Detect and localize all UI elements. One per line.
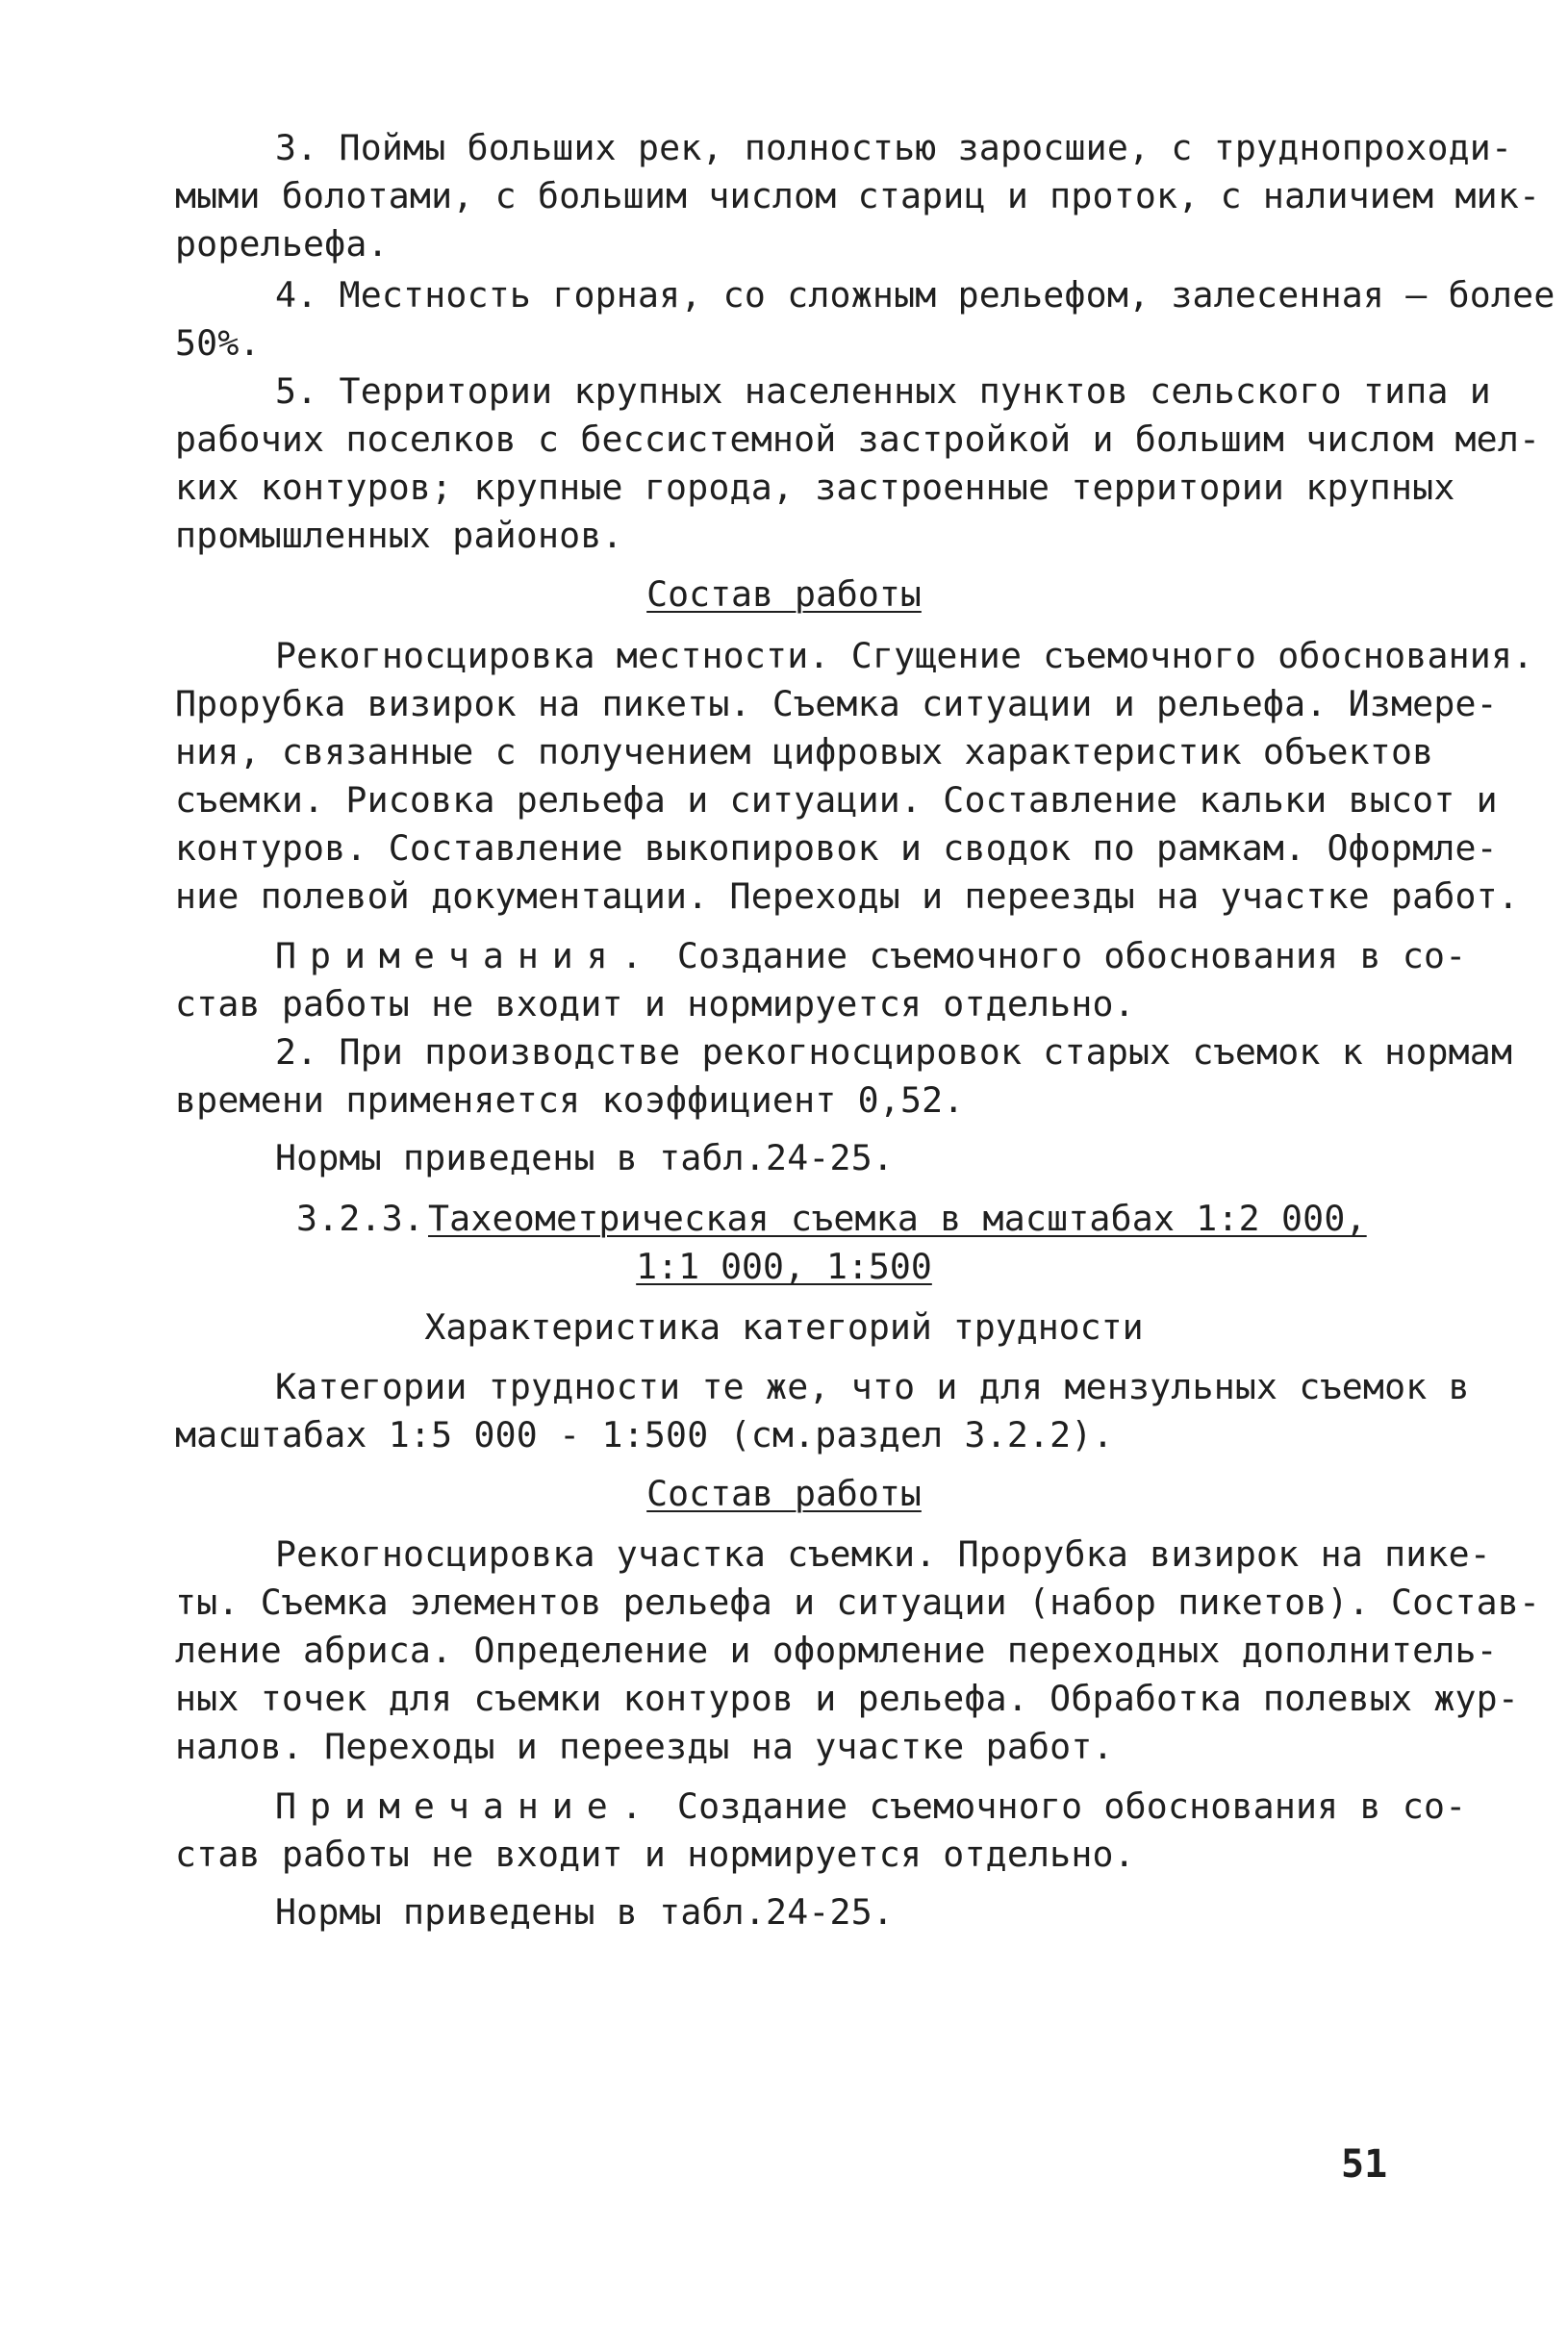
notes-1-item-2-line-2: времени применяется коэффициент 0,52. — [175, 1079, 965, 1121]
section-title-line-2: 1:1 000, 1:500 — [636, 1246, 932, 1287]
notes-1-item-2-line-1: 2. При производстве рекогносцировок старых съемок к нормам — [275, 1031, 1513, 1073]
work-1-line-2: Прорубка визирок на пикеты. Съемка ситуации и рельефа. Измере- — [175, 683, 1498, 724]
page-number: 51 — [1341, 2142, 1388, 2187]
para-4-line-1: 4. Местность горная, со сложным рельефом, залесенная – более — [275, 274, 1555, 316]
notes-1-line-1 — [275, 935, 1466, 977]
para-3-line-2: мыми болотами, с большим числом стариц и проток, с наличием мик- — [175, 175, 1541, 216]
work-1-line-5: контуров. Составление выкопировок и сводок по рамкам. Оформле- — [175, 827, 1498, 869]
work-2-line-3: ление абриса. Определение и оформление переходных дополнитель- — [175, 1630, 1498, 1671]
work-2-line-2: ты. Съемка элементов рельефа и ситуации (набор пикетов). Состав- — [175, 1582, 1541, 1623]
notes-2-line-2: став работы не входит и нормируется отдельно. — [175, 1834, 1135, 1875]
para-5-line-2: рабочих поселков с бессистемной застройкой и большим числом мел- — [175, 418, 1541, 460]
para-3-line-3: рорельефа. — [175, 223, 389, 265]
section-number: 3.2.3. — [296, 1198, 425, 1239]
work-1-line-3: ния, связанные с получением цифровых характеристик объектов — [175, 731, 1434, 772]
notes-1-line-2: став работы не входит и нормируется отдельно. — [175, 983, 1135, 1025]
difficulty-categories-heading: Характеристика категорий трудности — [424, 1306, 1144, 1348]
work-1-line-4: съемки. Рисовка рельефа и ситуации. Составление кальки высот и — [175, 779, 1498, 821]
work-2-line-1: Рекогносцировка участка съемки. Прорубка визирок на пике- — [275, 1533, 1491, 1575]
categories-line-2: масштабах 1:5 000 - 1:500 (см.раздел 3.2.2). — [175, 1414, 1114, 1455]
norms-reference-2: Нормы приведены в табл.24-25. — [275, 1891, 895, 1933]
section-title-line-1: Тахеометрическая съемка в масштабах 1:2 000, — [428, 1198, 1367, 1239]
para-4-line-2: 50%. — [175, 322, 261, 364]
work-2-line-5: налов. Переходы и переезды на участке работ. — [175, 1726, 1114, 1767]
para-3-line-1: 3. Поймы больших рек, полностью заросшие, с труднопроходи- — [275, 127, 1513, 168]
categories-line-1: Категории трудности те же, что и для мензульных съемок в — [275, 1366, 1470, 1407]
section-heading-work-1: Состав работы — [646, 573, 922, 615]
work-2-line-4: ных точек для съемки контуров и рельефа. Обработка полевых жур- — [175, 1678, 1520, 1719]
norms-reference-1: Нормы приведены в табл.24-25. — [275, 1137, 895, 1178]
para-5-line-3: ких контуров; крупные города, застроенные территории крупных — [175, 467, 1455, 508]
section-heading-work-2: Состав работы — [646, 1473, 922, 1514]
work-1-line-1: Рекогносцировка местности. Сгущение съемочного обоснования. — [275, 635, 1534, 676]
para-5-line-1: 5. Территории крупных населенных пунктов сельского типа и — [275, 370, 1491, 412]
notes-2-line-1-text: Создание съемочного обоснования в со- — [676, 1785, 1467, 1827]
para-5-line-4: промышленных районов. — [175, 515, 623, 556]
notes-2-line-1 — [275, 1785, 1466, 1828]
notes-1-line-1-text: Создание съемочного обоснования в со- — [676, 935, 1467, 976]
notes-1-label: Примечания. — [275, 935, 656, 976]
notes-2-label: Примечание. — [275, 1785, 656, 1827]
work-1-line-6: ние полевой документации. Переходы и переезды на участке работ. — [175, 875, 1520, 917]
